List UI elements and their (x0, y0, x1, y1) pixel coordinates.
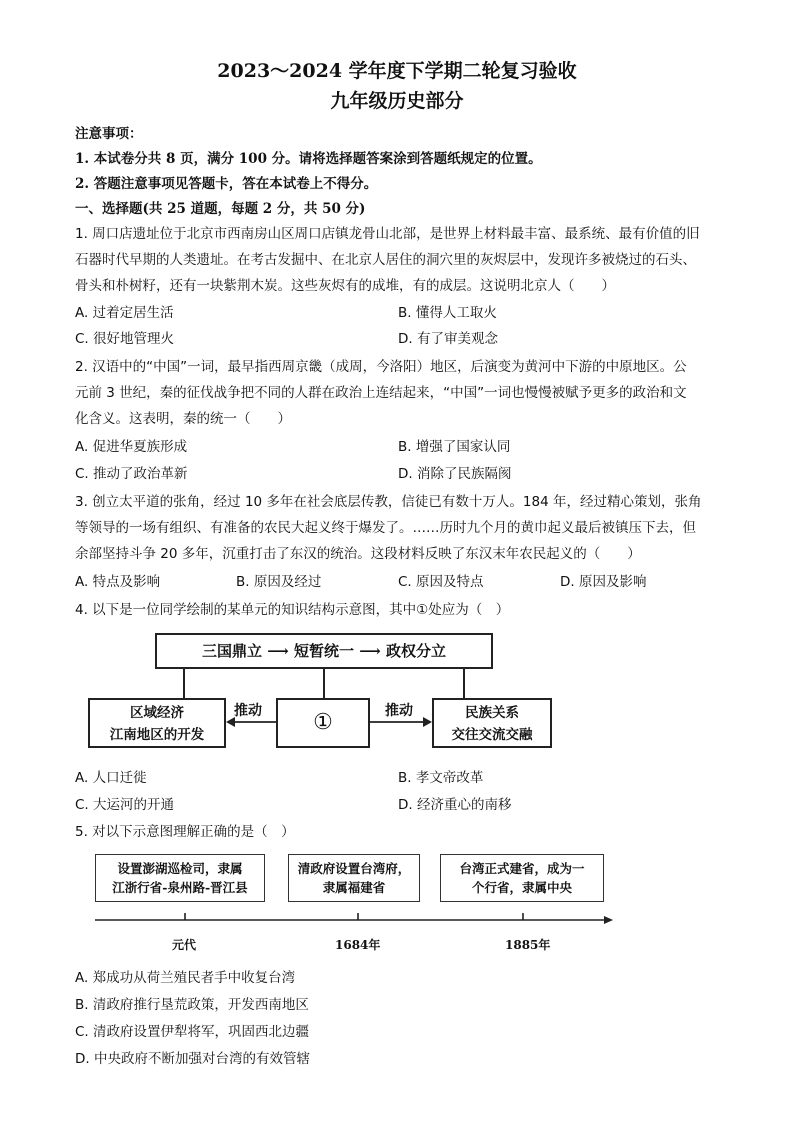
q2-option-c[interactable]: C. 推动了政治革新 (75, 466, 188, 482)
q2-option-b[interactable]: B. 增强了国家认同 (398, 439, 511, 455)
left-box-line-1: 区域经济 (130, 705, 184, 721)
timeline-box-yuan-line-1: 设置澎湖巡检司，隶属 (117, 861, 243, 876)
q2-line-1: 2. 汉语中的“中国”一词，最早指西周京畿（成周，今洛阳）地区，后演变为黄河中下游的中原地区。公 (75, 359, 687, 375)
q4-option-d[interactable]: D. 经济重心的南移 (398, 797, 512, 813)
section-heading: 一、选择题(共 25 道题，每题 2 分，共 50 分) (75, 201, 366, 217)
q1-line-1: 1. 周口店遗址位于北京市西南房山区周口店镇龙骨山北部，是世界上材料最丰富、最系统、最有价值的旧 (75, 226, 700, 242)
q3-line-1: 3. 创立太平道的张角，经过 10 多年在社会底层传教，信徒已有数十万人。184 年，经过精心策划，张角 (75, 494, 702, 510)
timeline-box-1885 (440, 854, 604, 902)
connector-center (323, 669, 325, 699)
q2-option-d[interactable]: D. 消除了民族隔阂 (398, 466, 512, 482)
note-1: 1. 本试卷分共 8 页，满分 100 分。请将选择题答案涂到答题纸规定的位置。 (75, 151, 542, 167)
q5-option-d[interactable]: D. 中央政府不断加强对台湾的有效管辖 (75, 1051, 310, 1067)
arrow-right-label: 推动 (385, 703, 413, 719)
q3-option-a[interactable]: A. 特点及影响 (75, 574, 161, 590)
right-box-line-2: 交往交流交融 (451, 727, 533, 743)
timeline-box-1684-line-2: 隶属福建省 (322, 880, 386, 895)
diagram-center-box: ① (276, 698, 370, 748)
exam-subtitle: 九年级历史部分 (330, 90, 464, 112)
q1-option-b[interactable]: B. 懂得人工取火 (398, 305, 497, 321)
q1-option-d[interactable]: D. 有了审美观念 (398, 331, 498, 347)
timeline-box-1885-line-1: 台湾正式建省，成为一 (459, 861, 585, 876)
q2-line-2: 元前 3 世纪，秦的征伐战争把不同的人群在政治上连结起来，“中国”一词也慢慢被赋予更多的政治和文 (75, 385, 687, 401)
timeline-box-1885-line-2: 个行省，隶属中央 (471, 880, 572, 895)
q3-option-b[interactable]: B. 原因及经过 (236, 574, 322, 590)
timeline-axis (95, 910, 615, 934)
diagram-right-box (432, 698, 552, 748)
left-box-line-2: 江南地区的开发 (109, 727, 205, 743)
timeline-box-1684 (288, 854, 420, 902)
q4-option-b[interactable]: B. 孝文帝改革 (398, 770, 484, 786)
q4-option-c[interactable]: C. 大运河的开通 (75, 797, 175, 813)
q1-line-3: 骨头和朴树籽，还有一块紫荆木炭。这些灰烬有的成堆，有的成层。这说明北京人（ ） (75, 278, 615, 294)
q3-option-d[interactable]: D. 原因及影响 (560, 574, 647, 590)
diagram-top-box: 三国鼎立 ⟶ 短暂统一 ⟶ 政权分立 (155, 633, 493, 669)
timeline-box-yuan-line-2: 江浙行省-泉州路-晋江县 (112, 880, 248, 895)
q1-line-2: 石器时代早期的人类遗址。在考古发掘中、在北京人居住的洞穴里的灰烬层中，发现许多被烧过的石头、 (75, 252, 696, 268)
right-box-line-1: 民族关系 (465, 705, 519, 721)
timeline-label-yuan: 元代 (172, 938, 197, 952)
q3-line-3: 余部坚持斗争 20 多年，沉重打击了东汉的统治。这段材料反映了东汉末年农民起义的（ ） (75, 546, 641, 562)
q3-option-c[interactable]: C. 原因及特点 (398, 574, 484, 590)
timeline-box-yuan (95, 854, 265, 902)
diagram-left-box (88, 698, 226, 748)
q5-option-a[interactable]: A. 郑成功从荷兰殖民者手中收复台湾 (75, 970, 296, 986)
timeline-label-1684: 1684年 (335, 938, 381, 952)
exam-title: 2023～2024 学年度下学期二轮复习验收 (217, 60, 577, 82)
q2-line-3: 化含义。这表明，秦的统一（ ） (75, 411, 291, 427)
q4-stem: 4. 以下是一位同学绘制的某单元的知识结构示意图，其中①处应为（ ） (75, 602, 510, 618)
timeline-box-1684-line-1: 清政府设置台湾府， (297, 861, 411, 876)
q5-option-c[interactable]: C. 清政府设置伊犁将军，巩固西北边疆 (75, 1024, 310, 1040)
notes-heading: 注意事项： (75, 126, 143, 142)
arrow-left-label: 推动 (234, 703, 262, 719)
q3-line-2: 等领导的一场有组织、有准备的农民大起义终于爆发了。……历时九个月的黄巾起义最后被镇压下去，但 (75, 520, 696, 536)
q5-option-b[interactable]: B. 清政府推行垦荒政策，开发西南地区 (75, 997, 309, 1013)
timeline-label-1885: 1885年 (505, 938, 551, 952)
note-2: 2. 答题注意事项见答题卡，答在本试卷上不得分。 (75, 176, 378, 192)
q1-option-c[interactable]: C. 很好地管理火 (75, 331, 175, 347)
q1-option-a[interactable]: A. 过着定居生活 (75, 305, 174, 321)
connector-left (183, 669, 185, 699)
connector-right (463, 669, 465, 699)
q4-option-a[interactable]: A. 人口迁徙 (75, 770, 147, 786)
q5-stem: 5. 对以下示意图理解正确的是（ ） (75, 824, 295, 840)
q2-option-a[interactable]: A. 促进华夏族形成 (75, 439, 188, 455)
